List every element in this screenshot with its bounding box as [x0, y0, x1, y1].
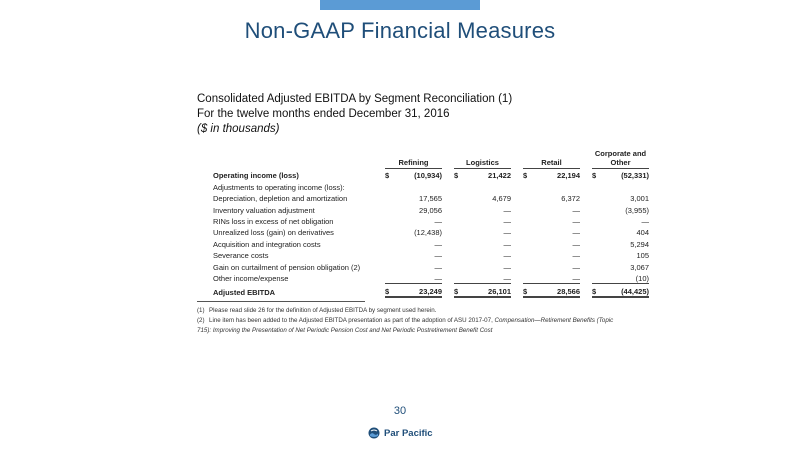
cell-value: (52,331) [621, 171, 649, 181]
slide-title: Non-GAAP Financial Measures [244, 18, 556, 43]
dollar-sign: $ [592, 283, 602, 297]
row-label: Operating income (loss) [213, 171, 299, 181]
dollar-sign [454, 180, 464, 191]
row-label: Depreciation, depletion and amortization [213, 194, 348, 204]
cell-value: — [503, 262, 511, 272]
table-row [213, 169, 649, 181]
cell-value: 23,249 [395, 283, 442, 297]
table-body [213, 169, 649, 297]
row-label: Adjustments to operating income (loss): [213, 182, 345, 192]
cell-value: — [503, 273, 511, 283]
footnote-2: (2) Line item has been added to the Adjusted EBITDA presentation as part of the adoption of ASU 2017-07, Compensation—Retirement Benefits (Topic 715): Improving the Presentation of Net Periodic Pension Cost and Net Periodic Postretirement Benefit Cost [197, 317, 614, 334]
cell-value: — [503, 239, 511, 249]
dollar-sign [592, 192, 602, 203]
cell-value: 28,566 [533, 283, 580, 297]
row-label: RINs loss in excess of net obligation [213, 216, 334, 226]
dollar-sign [385, 203, 395, 214]
dollar-sign [454, 249, 464, 260]
table-row [213, 283, 649, 297]
cell-value: — [434, 262, 442, 272]
cell-value: — [503, 205, 511, 215]
cell-value [395, 180, 442, 191]
dollar-sign [385, 192, 395, 203]
cell-value: — [572, 273, 580, 283]
dollar-sign [592, 249, 602, 260]
row-label: Unrealized loss (gain) on derivatives [213, 228, 334, 238]
dollar-sign [592, 215, 602, 226]
cell-value: 3,067 [630, 262, 649, 272]
dollar-sign [454, 260, 464, 271]
dollar-sign [454, 226, 464, 237]
cell-value: — [572, 262, 580, 272]
dollar-sign [454, 192, 464, 203]
cell-value: (10,934) [414, 171, 442, 181]
dollar-sign [385, 237, 395, 248]
dollar-sign [454, 272, 464, 284]
heading-line-3: ($ in thousands) [197, 123, 280, 135]
col-retail: Retail [523, 150, 580, 169]
dollar-sign [454, 203, 464, 214]
heading-line-2: For the twelve months ended December 31, 2016 [197, 108, 450, 120]
table-row [213, 249, 649, 260]
accent-bar [320, 0, 480, 10]
reconciliation-table [213, 150, 649, 298]
dollar-sign: $ [523, 171, 528, 181]
table-row [213, 272, 649, 284]
dollar-sign [523, 260, 533, 271]
par-pacific-logo-icon [368, 427, 380, 439]
cell-value: 6,372 [561, 194, 580, 204]
cell-value: 26,101 [464, 283, 511, 297]
table-row [213, 180, 649, 191]
dollar-sign [385, 272, 395, 284]
cell-value: — [572, 228, 580, 238]
dollar-sign [385, 215, 395, 226]
table-row [213, 226, 649, 237]
table-row [213, 215, 649, 226]
footnote-1: (1) Please read slide 26 for the definition of Adjusted EBITDA by segment used herein. [197, 307, 437, 314]
row-label: Acquisition and integration costs [213, 239, 321, 249]
cell-value: — [503, 251, 511, 261]
dollar-sign: $ [592, 171, 597, 181]
cell-value: (10) [635, 273, 649, 283]
cell-value: — [434, 239, 442, 249]
cell-value: — [503, 228, 511, 238]
dollar-sign [454, 215, 464, 226]
row-label: Gain on curtailment of pension obligation (2) [213, 262, 361, 272]
cell-value: 22,194 [557, 171, 580, 181]
cell-value: 404 [636, 228, 649, 238]
dollar-sign [523, 237, 533, 248]
row-label: Adjusted EBITDA [213, 287, 276, 297]
row-label: Other income/expense [213, 274, 289, 284]
dollar-sign [592, 226, 602, 237]
cell-value: — [434, 216, 442, 226]
dollar-sign: $ [454, 283, 464, 297]
dollar-sign [523, 215, 533, 226]
cell-value: 29,056 [419, 205, 442, 215]
cell-value: — [572, 251, 580, 261]
dollar-sign: $ [523, 283, 533, 297]
dollar-sign [592, 272, 602, 284]
cell-value: 5,294 [630, 239, 649, 249]
cell-value: 21,422 [488, 171, 511, 181]
cell-value: (12,438) [414, 228, 442, 238]
dollar-sign: $ [385, 283, 395, 297]
dollar-sign [385, 249, 395, 260]
table-row [213, 192, 649, 203]
row-label: Inventory valuation adjustment [213, 205, 315, 215]
cell-value [464, 180, 511, 191]
cell-value: 17,565 [419, 194, 442, 204]
logo-text: Par Pacific [384, 427, 433, 439]
cell-value: — [503, 216, 511, 226]
dollar-sign [385, 260, 395, 271]
table-row [213, 260, 649, 271]
dollar-sign: $ [385, 171, 390, 181]
table-heading [197, 92, 512, 137]
cell-value: (3,955) [625, 205, 649, 215]
cell-value: — [572, 239, 580, 249]
heading-line-1: Consolidated Adjusted EBITDA by Segment Reconciliation (1) [197, 93, 513, 105]
col-logistics: Logistics [454, 150, 511, 169]
cell-value: — [572, 205, 580, 215]
cell-value: — [641, 216, 649, 226]
cell-value: — [434, 273, 442, 283]
dollar-sign [592, 180, 602, 191]
table-row [213, 203, 649, 214]
page-number: 30 [393, 405, 407, 417]
company-logo [368, 426, 433, 440]
dollar-sign [385, 226, 395, 237]
dollar-sign [454, 237, 464, 248]
dollar-sign [385, 180, 395, 191]
table-header-row [213, 150, 649, 169]
row-label: Severance costs [213, 251, 269, 261]
cell-value: — [572, 216, 580, 226]
dollar-sign [592, 260, 602, 271]
cell-value: (44,425) [602, 283, 649, 297]
dollar-sign: $ [454, 171, 459, 181]
cell-value [533, 180, 580, 191]
dollar-sign [523, 272, 533, 284]
dollar-sign [523, 203, 533, 214]
cell-value [602, 180, 649, 191]
footnote-divider [197, 301, 365, 302]
dollar-sign [523, 249, 533, 260]
cell-value: 3,001 [630, 194, 649, 204]
dollar-sign [523, 192, 533, 203]
cell-value: — [434, 251, 442, 261]
cell-value: 105 [636, 251, 649, 261]
dollar-sign [523, 226, 533, 237]
col-refining: Refining [385, 150, 442, 169]
dollar-sign [592, 203, 602, 214]
col-corporate-other: Corporate and Other [592, 150, 649, 169]
cell-value: 4,679 [492, 194, 511, 204]
footnotes [197, 306, 617, 336]
dollar-sign [592, 237, 602, 248]
table-row [213, 237, 649, 248]
dollar-sign [523, 180, 533, 191]
